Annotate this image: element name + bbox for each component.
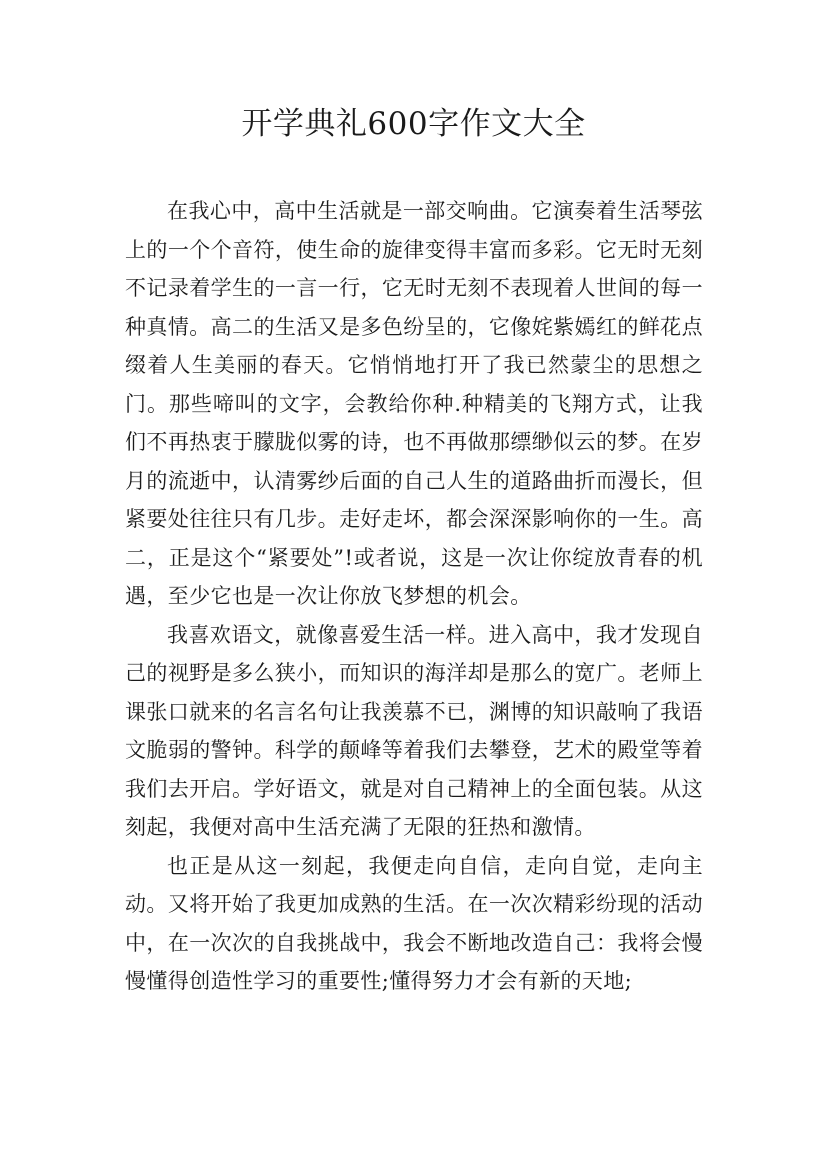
paragraph: 在我心中，高中生活就是一部交响曲。它演奏着生活琴弦上的一个个音符，使生命的旋律变得丰富而多彩。它无时无刻不记录着学生的一言一行，它无时无刻不表现着人世间的每一种真情。高二的生活又是多色纷呈的，它像姹紫嫣红的鲜花点缀着人生美丽的春天。它悄悄地打开了我已然蒙尘的思想之门。那些啼叫的文字，会教给你种.种精美的飞翔方式，让我们不再热衷于朦胧似雾的诗，也不再做那缥缈似云的梦。在岁月的流逝中，认清雾纱后面的自己人生的道路曲折而漫长，但紧要处往往只有几步。走好走坏，都会深深影响你的一生。高二，正是这个“紧要处”!或者说，这是一次让你绽放青春的机遇，至少它也是一次让你放飞梦想的机会。 (125, 199, 703, 608)
document-title: 开学典礼600字作文大全 (241, 106, 586, 142)
paragraph: 也正是从这一刻起，我便走向自信，走向自觉，走向主动。又将开始了我更加成熟的生活。在一次次精彩纷现的活动中，在一次次的自我挑战中，我会不断地改造自己：我将会慢慢懂得创造性学习的重要性;懂得努力才会有新的天地; (125, 853, 703, 993)
paragraph: 我喜欢语文，就像喜爱生活一样。进入高中，我才发现自己的视野是多么狭小，而知识的海洋却是那么的宽广。老师上课张口就来的名言名句让我羡慕不已，渊博的知识敲响了我语文脆弱的警钟。科学的颠峰等着我们去攀登，艺术的殿堂等着我们去开启。学好语文，就是对自己精神上的全面包装。从这刻起，我便对高中生活充满了无限的狂热和激情。 (125, 622, 703, 839)
document-body (125, 192, 703, 1001)
